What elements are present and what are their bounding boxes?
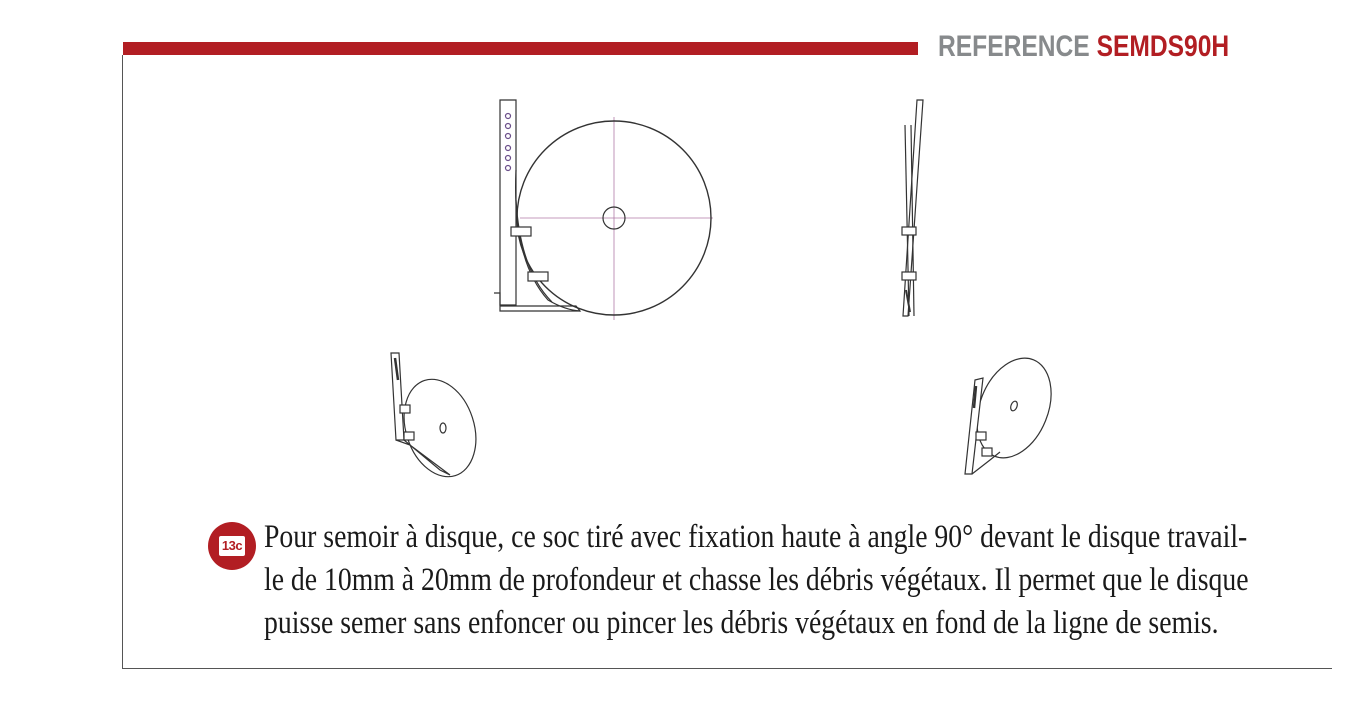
front-view-drawing [494, 100, 713, 320]
badge-label: 13c [219, 536, 245, 556]
description-line: Pour semoir à disque, ce soc tiré avec fixation haute à angle 90° devant le disque travail- [264, 519, 1248, 555]
reference-code: SEMDS90H [1096, 30, 1230, 63]
iso-view-left-drawing [391, 353, 488, 486]
description-line: puisse semer sans enfoncer ou pincer les débris végétaux en fond de la ligne de semis. [264, 605, 1219, 641]
description-line: le de 10mm à 20mm de profondeur et chasse les débris végétaux. Il permet que le disque [264, 562, 1249, 598]
reference-label: REFERENCE [938, 30, 1090, 63]
side-view-drawing [902, 100, 923, 316]
iso-view-right-drawing [963, 347, 1065, 474]
description-text [264, 516, 1306, 645]
section-badge [208, 522, 256, 570]
